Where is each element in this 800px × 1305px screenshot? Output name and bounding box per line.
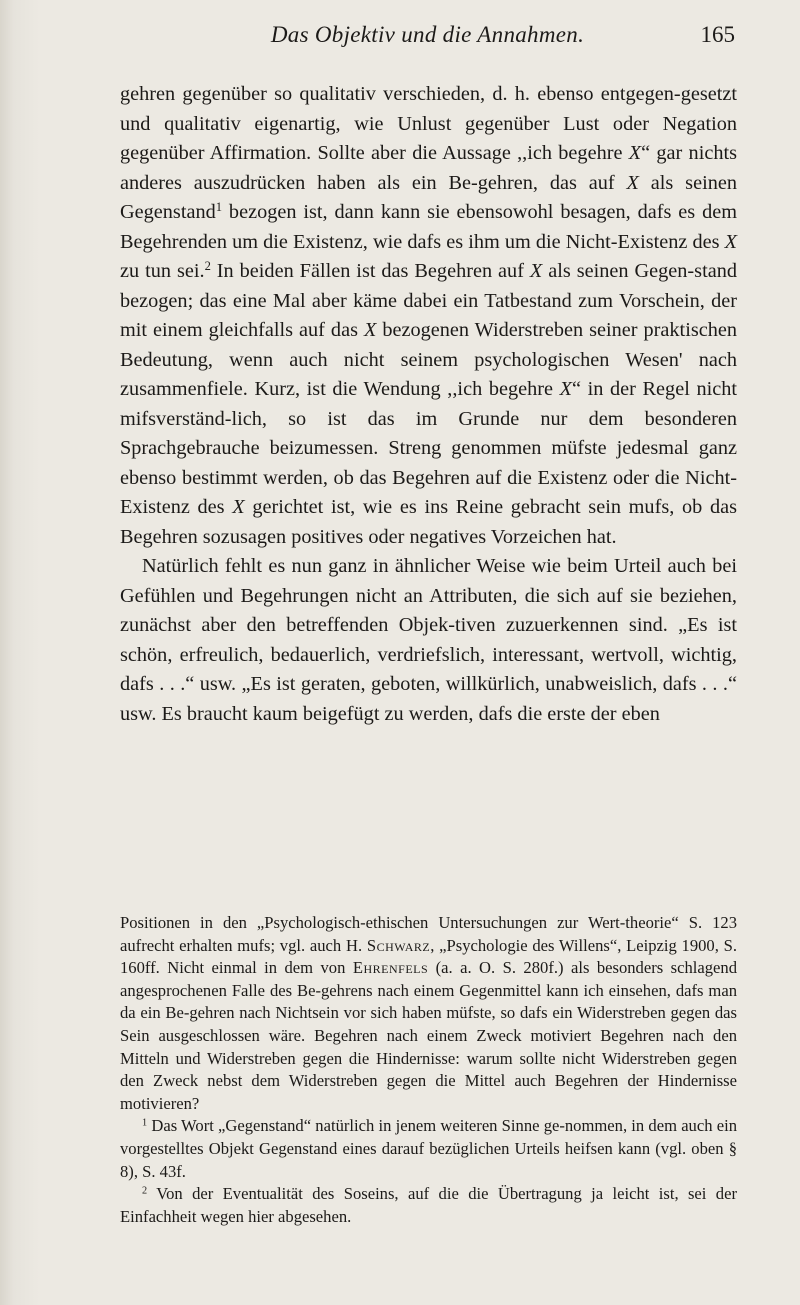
footnote-text: Von der Eventualität des Soseins, auf die die Übertragung ja leicht ist, sei der Einfachheit wegen hier abgesehen. <box>120 1184 737 1226</box>
variable-x: X <box>628 142 642 164</box>
page-header <box>120 22 735 58</box>
author-name: Ehrenfels <box>352 958 429 978</box>
page-number: 165 <box>700 22 735 47</box>
text-run: “ in der Regel nicht mifsverständ-lich, so ist das im Grunde nur dem besonderen Sprachgebrauche beizumessen. Streng genommen müfste jedesmal ganz ebenso bestimmt werden, ob das Begehren auf die Existenz oder die Nicht-Existenz des <box>120 378 737 518</box>
running-head: Das Objektiv und die Annahmen. <box>270 22 585 47</box>
variable-x: X <box>724 230 737 253</box>
main-text <box>120 80 737 729</box>
text-run: “ gar nichts anderes auszudrücken haben als ein Be-gehren, das auf <box>120 142 737 194</box>
footnote-mark: 2 <box>142 1185 148 1197</box>
text-run: bezogenen Widerstreben seiner praktischen Bedeutung, wenn auch nicht seinem psychologischen Wesen' nach zusammenfiele. Kurz, ist die Wendung ,,ich begehre <box>120 319 738 400</box>
footnote-text: Das Wort „Gegenstand“ natürlich in jenem weiteren Sinne ge-nommen, in dem auch ein vorgestelltes Objekt Gegenstand eines darauf bezüglichen Urteils heifsen kann (vgl. oben § 8), S. 43f. <box>120 1116 737 1181</box>
text-run: bezogen ist, dann kann sie ebensowohl besagen, dafs es dem Begehrenden um die Existenz, wie dafs es ihm um die Nicht-Existenz des <box>120 201 737 253</box>
variable-x: X <box>559 378 573 400</box>
footnote-1 <box>120 1115 737 1183</box>
paragraph-1 <box>120 80 737 552</box>
variable-x: X <box>529 260 543 282</box>
variable-x: X <box>626 171 639 194</box>
text-run: (a. a. O. S. 280f.) als besonders schlagend angesprochenen Falle des Be-gehrens nach einem Gegenmittel kann ich einsehen, dafs man da ein Be-gehren nach Nichtsein vor sich haben müfste, so dafs ein Widerstreben gegen das Sein ausgeschlossen wäre. Begehren nach einem Zweck motiviert Begehren nach den Mitteln und Widerstreben gegen die Hindernisse: warum sollte nicht Widerstreben gegen den Zweck nebst dem Widerstreben gegen die Mittel auch Begehren der Hindernisse motivieren? <box>120 958 737 1113</box>
footnotes <box>120 912 737 1228</box>
variable-x: X <box>363 319 377 341</box>
text-run: als seinen Gegenstand <box>120 171 737 223</box>
paragraph-2: Natürlich fehlt es nun ganz in ähnlicher Weise wie beim Urteil auch bei Gefühlen und Begehrungen nicht an Attributen, die sich auf sie beziehen, zunächst aber den betreffenden Objek-tiven zuzuerkennen sind. „Es ist schön, erfreulich, bedauerlich, verdriefslich, interessant, wertvoll, wichtig, dafs . . .“ usw. „Es ist geraten, geboten, willkürlich, unabweislich, dafs . . .“ usw. Es braucht kaum beigefügt zu werden, dafs die erste der eben <box>120 555 737 725</box>
variable-x: X <box>232 496 245 518</box>
author-name: Schwarz <box>366 935 431 955</box>
text-run: zu tun sei. <box>120 260 205 282</box>
footnote-ref-1: 1 <box>215 200 223 215</box>
text-run: , „Psychologie des Willens“, Leipzig 1900, S. 160ff. Nicht einmal in dem von <box>120 935 737 978</box>
text-run: In beiden Fällen ist das Begehren auf <box>210 260 530 282</box>
text-run: gehren gegenüber so qualitativ verschieden, d. h. ebenso entgegen-gesetzt und qualitativ eigenartig, wie Unlust gegenüber Lust oder Negation gegenüber Affirmation. Sollte aber die Aussage ,,ich begehre <box>120 83 737 164</box>
footnote-continuation <box>120 912 737 1115</box>
text-run: gerichtet ist, wie es ins Reine gebracht sein mufs, ob das Begehren sozusagen positives oder negatives Vorzeichen hat. <box>120 496 737 548</box>
footnote-mark: 1 <box>142 1117 148 1129</box>
footnote-2 <box>120 1183 737 1228</box>
text-run: als seinen Gegen-stand bezogen; das eine Mal aber käme dabei ein Tatbestand zum Vorschein, der mit einem gleichfalls auf das <box>120 260 737 341</box>
footnote-ref-2: 2 <box>204 259 211 274</box>
text-run: Positionen in den „Psychologisch-ethischen Untersuchungen zur Wert-theorie“ S. 123 aufrecht erhalten mufs; vgl. auch H. <box>120 913 737 955</box>
